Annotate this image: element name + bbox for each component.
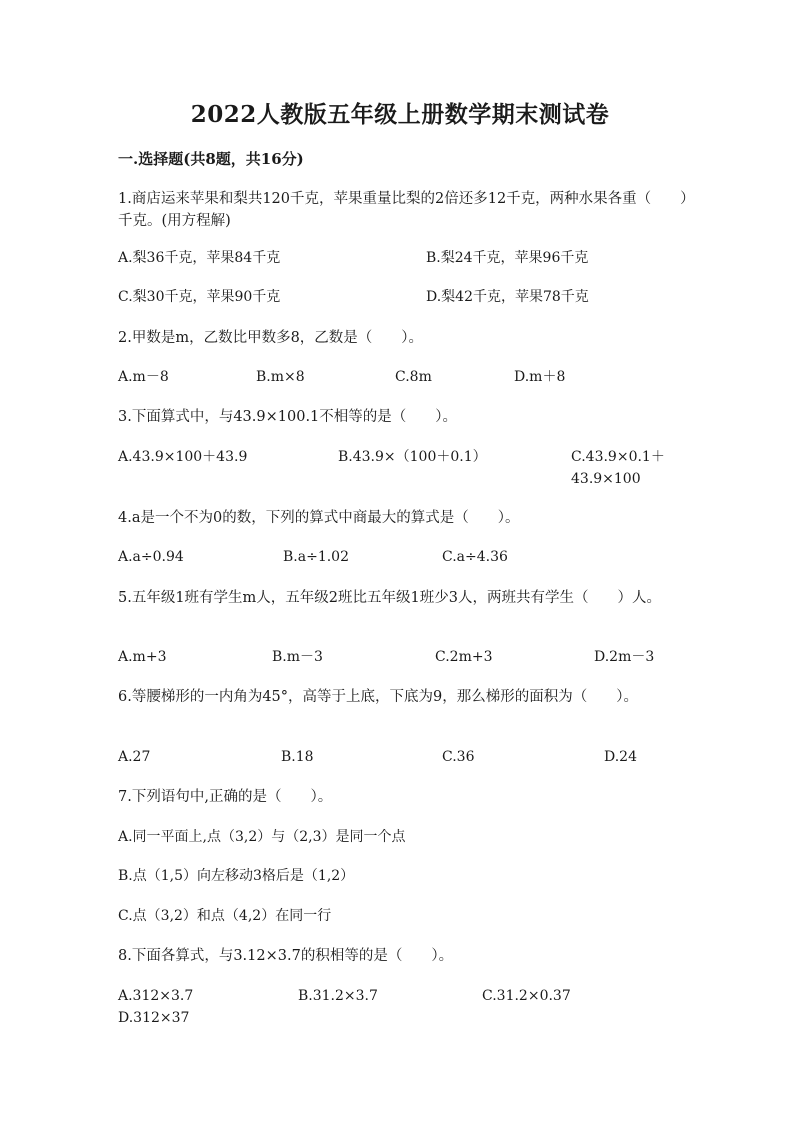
question-3-option-a: A.43.9×100＋43.9 bbox=[118, 449, 248, 465]
question-8-option-b: B.31.2×3.7 bbox=[298, 988, 378, 1004]
question-3-stem: 3.下面算式中，与43.9×100.1不相等的是（ ）。 bbox=[118, 409, 458, 425]
question-5-option-d: D.2m－3 bbox=[594, 649, 655, 665]
question-1-options bbox=[118, 247, 688, 269]
question-1-option-c: C.梨30千克，苹果90千克 bbox=[118, 289, 281, 305]
question-2-option-b: B.m×8 bbox=[256, 369, 305, 385]
question-1-option-d: D.梨42千克，苹果78千克 bbox=[426, 289, 589, 305]
question-6-option-a: A.27 bbox=[118, 749, 151, 765]
question-7-option-c: C.点（3,2）和点（4,2）在同一行 bbox=[118, 908, 332, 924]
question-8-options bbox=[118, 985, 688, 1007]
question-3-option-c: C.43.9×0.1＋43.9×100 bbox=[571, 449, 665, 487]
question-4-option-b: B.a÷1.02 bbox=[283, 549, 349, 565]
question-1-stem: 1.商店运来苹果和梨共120千克，苹果重量比梨的2倍还多12千克，两种水果各重（ ）千克。(用方程解) bbox=[118, 191, 688, 229]
question-4-options bbox=[118, 546, 688, 568]
question-5-option-b: B.m－3 bbox=[272, 649, 323, 665]
question-7-option-a-row bbox=[118, 826, 688, 848]
question-7-option-c-row bbox=[118, 905, 688, 927]
question-8-option-c: C.31.2×0.37 bbox=[482, 988, 571, 1004]
question-6-option-b: B.18 bbox=[281, 749, 314, 765]
question-5-stem: 5.五年级1班有学生m人，五年级2班比五年级1班少3人，两班共有学生（ ）人。 bbox=[118, 590, 661, 606]
question-1-option-b: B.梨24千克，苹果96千克 bbox=[426, 250, 589, 266]
question-4-option-a: A.a÷0.94 bbox=[118, 549, 184, 565]
question-2-stem: 2.甲数是m，乙数比甲数多8，乙数是（ ）。 bbox=[118, 330, 424, 346]
question-1-option-a: A.梨36千克，苹果84千克 bbox=[118, 250, 281, 266]
question-2-option-d: D.m＋8 bbox=[514, 369, 566, 385]
section-heading: 一.选择题(共8题，共16分) bbox=[118, 150, 304, 168]
question-6-option-c: C.36 bbox=[442, 749, 475, 765]
question-7-option-a: A.同一平面上,点（3,2）与（2,3）是同一个点 bbox=[118, 829, 406, 845]
question-4-option-c: C.a÷4.36 bbox=[442, 549, 508, 565]
question-3-options bbox=[118, 446, 688, 487]
question-8-stem: 8.下面各算式，与3.12×3.7的积相等的是（ ）。 bbox=[118, 948, 454, 964]
question-5-option-a: A.m+3 bbox=[118, 649, 167, 665]
question-8-options-row-2 bbox=[118, 1007, 688, 1029]
question-1-options-row-2 bbox=[118, 286, 688, 308]
question-4-stem: 4.a是一个不为0的数，下列的算式中商最大的算式是（ ）。 bbox=[118, 510, 520, 526]
question-7-option-b-row bbox=[118, 865, 688, 887]
question-8-option-a: A.312×3.7 bbox=[118, 988, 194, 1004]
question-3-option-b: B.43.9×（100＋0.1） bbox=[338, 449, 487, 465]
question-8-option-d: D.312×37 bbox=[118, 1010, 190, 1026]
question-5-option-c: C.2m+3 bbox=[435, 649, 493, 665]
question-2-option-a: A.m－8 bbox=[118, 369, 169, 385]
question-7-option-b: B.点（1,5）向左移动3格后是（1,2） bbox=[118, 868, 355, 884]
question-7-stem: 7.下列语句中,正确的是（ ）。 bbox=[118, 789, 333, 805]
question-6-options bbox=[118, 746, 688, 768]
question-6-stem: 6.等腰梯形的一内角为45°，高等于上底，下底为9，那么梯形的面积为（ ）。 bbox=[118, 689, 639, 705]
question-2-option-c: C.8m bbox=[395, 369, 432, 385]
question-6-option-d: D.24 bbox=[604, 749, 637, 765]
page-title: 2022人教版五年级上册数学期末测试卷 bbox=[190, 101, 610, 128]
question-2-options bbox=[118, 366, 688, 388]
question-5-options bbox=[118, 646, 688, 668]
